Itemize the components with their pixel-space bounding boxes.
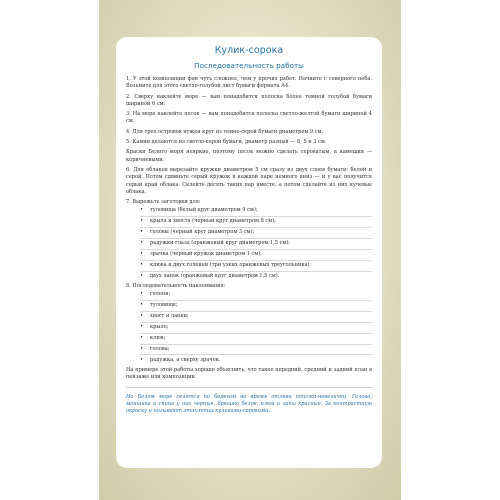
list-item: • голова; — [140, 345, 170, 352]
list-item: • зрачка (черный кружок диаметром 1 см); — [140, 251, 262, 258]
list-item: • радужка, а сверху зрачок. — [140, 356, 221, 363]
bullet: • — [140, 240, 143, 247]
bullet: • — [140, 261, 143, 268]
divider — [140, 260, 372, 261]
order-list — [126, 291, 372, 364]
list-item: • крыла и хвоста (черный круг диаметром 8 см); — [140, 218, 276, 225]
list-item: • клюва и двух голеней (три узких оранжевых треугольника); — [140, 261, 312, 268]
bird-note: На Белом море селятся по берегам во время отлива птички-невелички. Голова, манишка и спина у них черные, брюшко белое, клюв и лапы красные. За контрастную окраску и называют этих птиц куликами-сороками. — [126, 393, 372, 415]
bullet: • — [140, 302, 143, 309]
divider — [140, 238, 372, 239]
divider — [140, 249, 372, 250]
divider — [140, 271, 372, 272]
bullet: • — [140, 229, 143, 236]
colors-note: Краски Белого моря неяркие, поэтому песок можно сделать сероватым, а камешки — коричневыми. — [126, 149, 372, 163]
bullet: • — [140, 272, 143, 279]
divider — [140, 344, 372, 345]
page-title: Кулик-сорока — [214, 45, 284, 56]
list-item: • головы (черный круг диаметром 3 см); — [140, 229, 255, 236]
divider — [140, 227, 372, 228]
divider — [140, 311, 372, 312]
list-item: • крыло; — [140, 324, 169, 331]
bullet: • — [140, 313, 143, 320]
step-1: 1. У этой композиции фон чуть сложнее, чем у прочих работ. Начните с северного неба. Возьмите для этого светло-голубой лист бумаги формата А4. — [126, 76, 372, 90]
bullet: • — [140, 218, 143, 225]
list-item: • радужки глаза (оранжевый круг диаметром 1,5 см); — [140, 240, 291, 247]
step-5: 5. Камни делаются из светло-серой бумаги, диаметр разный — 8, 5 и 3 см. — [126, 139, 327, 146]
step-4: 4. Для трех островов нужен круг из темно-серой бумаги диаметром 9 см. — [126, 128, 324, 135]
step-2: 2. Сверху наклейте море — вам понадобится полоска более темной голубой бумаги шириной 6 см. — [126, 93, 372, 107]
step-3: 3. На море наклейте песок — вам понадобится полоска светло-желтой бумаги шириной 4 см. — [126, 111, 372, 125]
content-card — [116, 37, 382, 468]
bullet: • — [140, 345, 143, 352]
bullet: • — [140, 207, 143, 214]
list-item: • клюв; — [140, 334, 166, 341]
divider — [140, 216, 372, 217]
step-8: 8. Последовательность наклеивания: — [126, 283, 226, 290]
step-7: 7. Вырежьте заготовки для: — [126, 199, 201, 206]
cutouts-list — [126, 207, 372, 280]
section-subtitle: Последовательность работы — [194, 61, 304, 70]
divider — [140, 354, 372, 355]
divider — [140, 333, 372, 334]
list-item: • туловища (белый круг диаметром 9 см); — [140, 207, 258, 214]
bullet: • — [140, 291, 143, 298]
list-item: • голени; — [140, 291, 171, 298]
divider — [140, 322, 372, 323]
list-item: • хвост и лапки; — [140, 313, 189, 320]
bullet: • — [140, 334, 143, 341]
closing-paragraph: На примере этой работы хорошо объяснить, что такое передний, средний и задний план в пейзаже или композиции. — [126, 367, 372, 381]
divider — [140, 300, 372, 301]
bullet: • — [140, 324, 143, 331]
list-item: • туловище; — [140, 302, 178, 309]
step-6: 6. Для облаков вырезайте кружки диаметром 5 см сразу из двух слоев бумаги: белой и серой. Потом сдвиньте серый кружок в каждой паре немного вниз — и у вас получится серый край облака. Склейте десять таких пар вместе, а потом сделайте из них кучевые облака. — [126, 166, 372, 195]
page-background — [99, 0, 401, 500]
divider — [126, 387, 372, 388]
bullet: • — [140, 251, 143, 258]
bullet: • — [140, 356, 143, 363]
list-item: • двух лапок (оранжевый круг диаметром 1,5 см). — [140, 272, 280, 279]
